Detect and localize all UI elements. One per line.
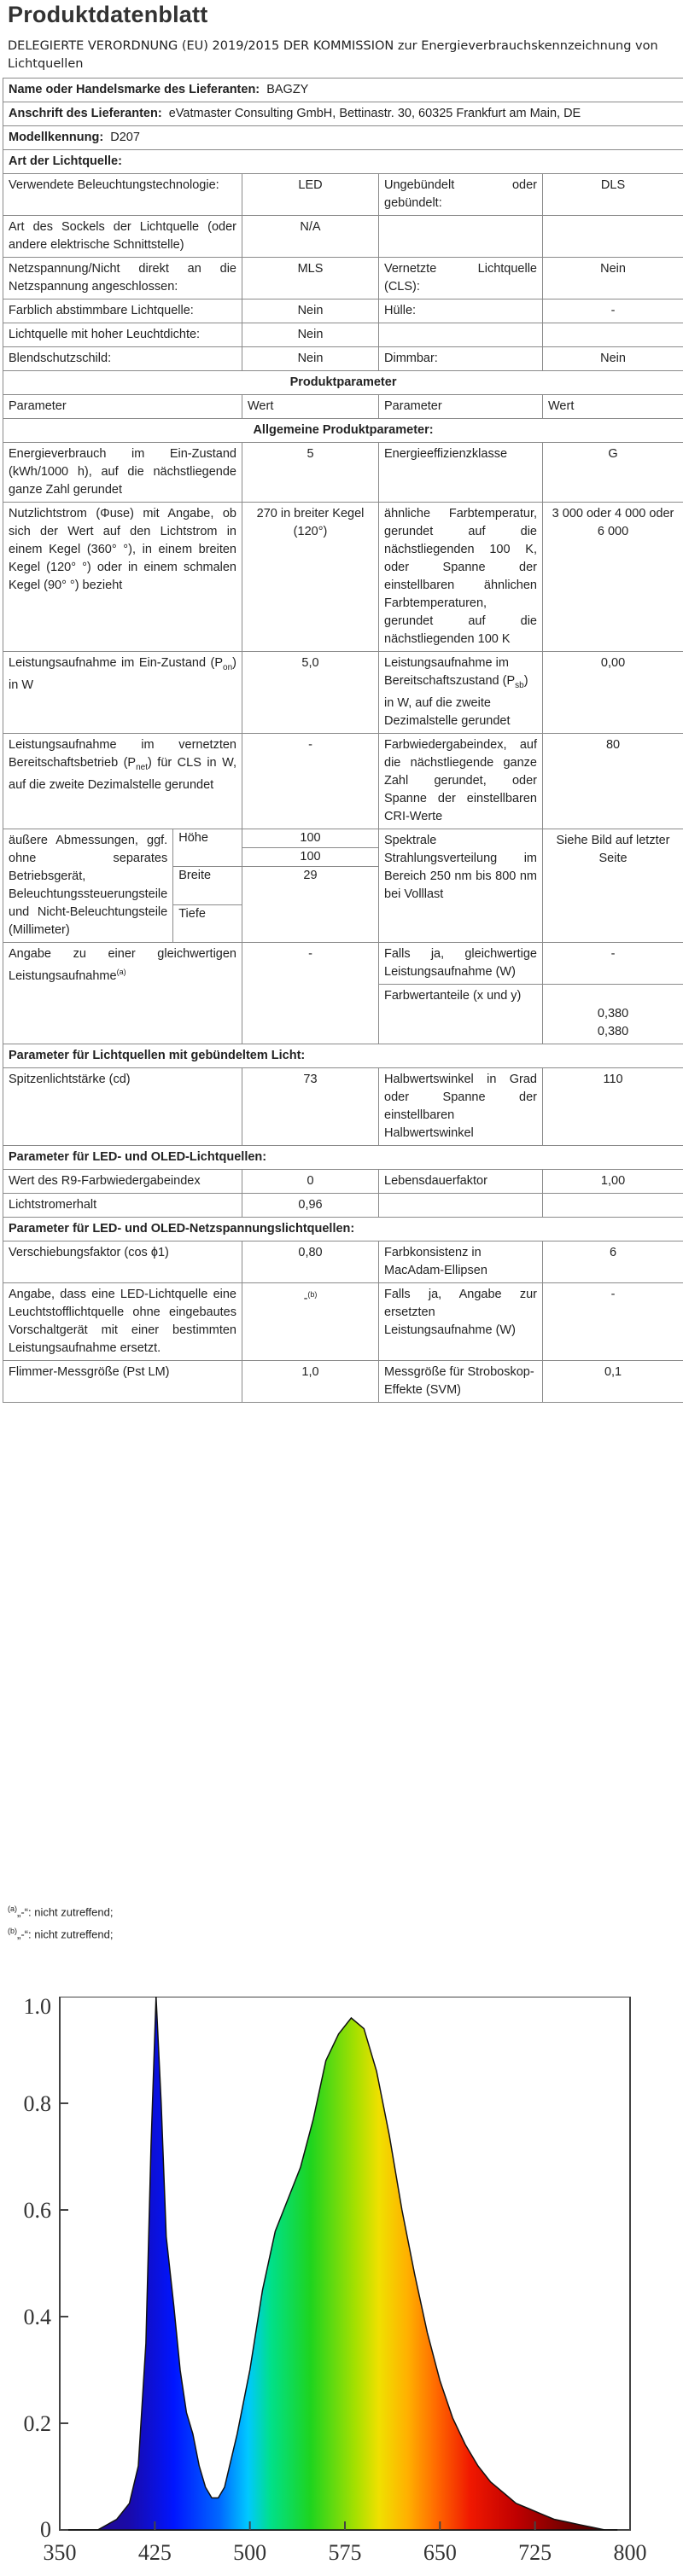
luminous-flux-value: 270 in breiter Kegel (120°) — [242, 503, 379, 652]
col-value: Wert — [543, 395, 683, 419]
led-heading: Parameter für LED- und OLED-Lichtquellen: — [3, 1145, 683, 1169]
power-standby-label: Leistungsaufnahme im Bereitschaftszustand $(P_{sb})$ in W, auf die zweite Dezimalstelle gerundet — [379, 652, 543, 734]
type-label: Ungebündelt oder gebündelt: — [379, 174, 543, 216]
type-label: Farblich abstimmbare Lichtquelle: — [3, 299, 242, 323]
type-value: - — [543, 299, 683, 323]
peak-value: 73 — [242, 1067, 379, 1145]
energy-consumption-label: Energieverbrauch im Ein-Zustand (kWh/1000 h), auf die nächstliegende ganze Zahl gerundet — [3, 443, 242, 503]
type-label: Vernetzte Lichtquelle (CLS): — [379, 258, 543, 299]
type-label: Lichtquelle mit hoher Leuchtdichte: — [3, 323, 242, 347]
x-tick-label: 500 — [233, 2540, 266, 2565]
spectrum-chart — [0, 1997, 683, 2573]
table-row — [3, 1282, 683, 1360]
type-label: Verwendete Beleuchtungstechnologie: — [3, 174, 242, 216]
flicker-value: 1,0 — [242, 1360, 379, 1402]
type-value: Nein — [242, 323, 379, 347]
supplier-address-label: Anschrift des Lieferanten: — [9, 107, 162, 120]
beam-value: 110 — [543, 1067, 683, 1145]
type-value: Nein — [543, 258, 683, 299]
chromaticity-value — [543, 984, 683, 1044]
y-tick-label: 1.0 — [24, 1997, 52, 2019]
maintenance-label: Lichtstromerhalt — [3, 1193, 242, 1217]
energy-consumption-value: 5 — [242, 443, 379, 503]
table-row — [3, 1169, 683, 1193]
type-label: Hülle: — [379, 299, 543, 323]
table-row — [3, 299, 683, 323]
table-row — [3, 652, 683, 734]
stroboscopic-label: Messgröße für Stroboskop-Effekte (SVM) — [379, 1360, 543, 1402]
table-row — [3, 1360, 683, 1402]
x-tick-label: 650 — [423, 2540, 457, 2565]
footnote-b: $^{(b)}$„-“: nicht zutreffend; — [8, 1922, 113, 1944]
power-on-label: Leistungsaufnahme im Ein-Zustand $(P_{on})$ in W — [3, 652, 242, 734]
dimension-depth-name: Tiefe — [173, 904, 242, 942]
directional-heading: Parameter für Lichtquellen mit gebündeltem Licht: — [3, 1044, 683, 1067]
equivalent-power-value: - — [242, 942, 379, 1044]
luminous-flux-label: Nutzlichtstrom (Φuse) mit Angabe, ob sich der Wert auf den Lichtstrom in einem Kegel (360° °), in einem breiten Kegel (120° °) oder in einem schmalen Kegel (90° °) bezieht — [3, 503, 242, 652]
product-params-heading: Produktparameter — [3, 371, 683, 395]
dimension-width-value: 100 — [242, 848, 378, 867]
lifetime-label: Lebensdauerfaktor — [379, 1169, 543, 1193]
table-row — [3, 733, 683, 829]
dimensions-values-cell — [242, 829, 379, 942]
maintenance-value: 0,96 — [242, 1193, 379, 1217]
empty-cell — [543, 323, 683, 347]
type-value: Nein — [543, 347, 683, 371]
r9-label: Wert des R9-Farbwiedergabeindex — [3, 1169, 242, 1193]
general-params-heading: Allgemeine Produktparameter: — [3, 419, 683, 443]
x-tick-label: 425 — [138, 2540, 172, 2565]
cct-value: 3 000 oder 4 000 oder 6 000 — [543, 503, 683, 652]
page-title: Produktdatenblatt — [8, 2, 207, 28]
regulation-text: DELEGIERTE VERORDNUNG (EU) 2019/2015 DER KOMMISSION zur Energieverbrauchskennzeichnung von Lichtquellen — [8, 38, 665, 73]
table-row — [3, 1067, 683, 1145]
stroboscopic-value: 0,1 — [543, 1360, 683, 1402]
power-on-value: 5,0 — [242, 652, 379, 734]
replace-label: Angabe, dass eine LED-Lichtquelle eine Leuchtstofflichtquelle ohne eingebautes Vorschaltgerät mit einer bestimmten Leistungsaufnahme ersetzt. — [3, 1282, 242, 1360]
type-label: Netzspannung/Nicht direkt an die Netzspannung angeschlossen: — [3, 258, 242, 299]
cri-value: 80 — [543, 733, 683, 829]
empty-cell — [543, 1193, 683, 1217]
supplier-name-label: Name oder Handelsmarke des Lieferanten: — [9, 83, 260, 96]
shift-value: 0,80 — [242, 1241, 379, 1282]
power-standby-value: 0,00 — [543, 652, 683, 734]
table-row — [3, 503, 683, 652]
consistency-label: Farbkonsistenz in MacAdam-Ellipsen — [379, 1241, 543, 1282]
type-value: LED — [242, 174, 379, 216]
x-tick-label: 725 — [518, 2540, 552, 2565]
replace-yes-label: Falls ja, Angabe zur ersetzten Leistungsaufnahme (W) — [379, 1282, 543, 1360]
supplier-address-row — [3, 102, 683, 126]
type-value: Nein — [242, 299, 379, 323]
dimensions-label: äußere Abmessungen, ggf. ohne separates Betriebsgerät, Beleuchtungssteuerungsteile und Nicht-Beleuchtungsteile (Millimeter) — [3, 829, 173, 942]
table-row — [3, 323, 683, 347]
model-label: Modellkennung: — [9, 131, 103, 144]
consistency-value: 6 — [543, 1241, 683, 1282]
col-param: Parameter — [3, 395, 242, 419]
type-value: Nein — [242, 347, 379, 371]
table-row — [3, 1193, 683, 1217]
empty-cell — [379, 1193, 543, 1217]
r9-value: 0 — [242, 1169, 379, 1193]
equivalent-power-label: Angabe zu einer gleichwertigen Leistungsaufnahme$^{(a)}$ — [3, 942, 242, 1044]
x-tick-label: 575 — [329, 2540, 362, 2565]
type-label: Dimmbar: — [379, 347, 543, 371]
type-value: MLS — [242, 258, 379, 299]
equivalent-yes-value: - — [543, 942, 683, 984]
supplier-name-value: BAGZY — [266, 83, 308, 96]
y-tick-label: 0.4 — [24, 2305, 52, 2329]
chromaticity-label: Farbwertanteile (x und y) — [379, 984, 543, 1044]
x-tick-label: 350 — [44, 2540, 77, 2565]
type-value: DLS — [543, 174, 683, 216]
table-row — [3, 347, 683, 371]
col-param: Parameter — [379, 395, 543, 419]
table-row — [3, 216, 683, 258]
table-row — [3, 174, 683, 216]
table-row — [3, 942, 683, 984]
spectrum-area — [60, 1997, 617, 2530]
peak-label: Spitzenlichtstärke (cd) — [3, 1067, 242, 1145]
empty-cell — [379, 323, 543, 347]
footnotes — [8, 1899, 113, 1945]
lifetime-value: 1,00 — [543, 1169, 683, 1193]
flicker-label: Flimmer-Messgröße (Pst LM) — [3, 1360, 242, 1402]
replace-value: -$^{(b)}$ — [242, 1282, 379, 1360]
spectrum-chart-svg — [0, 1997, 683, 2573]
energy-class-label: Energieeffizienzklasse — [379, 443, 543, 503]
chromaticity-y: 0,380 — [548, 1023, 678, 1041]
led-mains-heading: Parameter für LED- und OLED-Netzspannungslichtquellen: — [3, 1217, 683, 1241]
supplier-address-value: eVatmaster Consulting GmbH, Bettinastr. 30, 60325 Frankfurt am Main, DE — [169, 107, 581, 120]
col-value: Wert — [242, 395, 379, 419]
y-tick-label: 0 — [40, 2517, 51, 2542]
dimension-width-name: Breite — [173, 867, 242, 905]
table-row — [3, 258, 683, 299]
dimensions-cell — [3, 829, 242, 942]
spectral-value: Siehe Bild auf letzter Seite — [543, 829, 683, 942]
model-value: D207 — [110, 131, 140, 144]
y-tick-label: 0.8 — [24, 2091, 52, 2116]
power-net-label: Leistungsaufnahme im vernetzten Bereitschaftsbetrieb $(P_{net})$ für CLS in W, auf die zweite Dezimalstelle gerundet — [3, 733, 242, 829]
equivalent-yes-label: Falls ja, gleichwertige Leistungsaufnahme (W) — [379, 942, 543, 984]
footnote-a: $^{(a)}$„-“: nicht zutreffend; — [8, 1899, 113, 1922]
datasheet-table — [3, 78, 683, 1403]
replace-yes-value: - — [543, 1282, 683, 1360]
dimensions-table — [3, 829, 242, 942]
power-net-value: - — [242, 733, 379, 829]
dimension-depth-value: 29 — [242, 867, 378, 885]
cri-label: Farbwiedergabeindex, auf die nächstliegende ganze Zahl gerundet, oder Spanne der einstellbaren CRI-Werte — [379, 733, 543, 829]
model-row — [3, 126, 683, 150]
dimension-height-value: 100 — [242, 829, 378, 848]
table-row — [3, 829, 683, 942]
spectrum-area-layer — [60, 1997, 617, 2530]
shift-label: Verschiebungsfaktor (cos ϕ1) — [3, 1241, 242, 1282]
beam-label: Halbwertswinkel in Grad oder Spanne der einstellbaren Halbwertswinkel — [379, 1067, 543, 1145]
type-label: Blendschutzschild: — [3, 347, 242, 371]
supplier-name-row — [3, 79, 683, 102]
column-header-row — [3, 395, 683, 419]
table-row — [3, 1241, 683, 1282]
y-tick-label: 0.2 — [24, 2411, 52, 2436]
cct-label: ähnliche Farbtemperatur, gerundet auf die nächstliegenden 100 K, oder Spanne der einstellbaren ähnlichen Farbtemperaturen, gerundet auf die nächstliegenden 100 K — [379, 503, 543, 652]
chromaticity-x: 0,380 — [548, 1005, 678, 1023]
empty-cell — [379, 216, 543, 258]
type-section-heading: Art der Lichtquelle: — [3, 150, 683, 174]
energy-class-value: G — [543, 443, 683, 503]
type-value: N/A — [242, 216, 379, 258]
type-label: Art des Sockels der Lichtquelle (oder andere elektrische Schnittstelle) — [3, 216, 242, 258]
x-tick-label: 800 — [614, 2540, 647, 2565]
table-row — [3, 443, 683, 503]
empty-cell — [543, 216, 683, 258]
dimension-height-name: Höhe — [173, 829, 242, 867]
spectral-label: Spektrale Strahlungsverteilung im Bereich 250 nm bis 800 nm bei Volllast — [379, 829, 543, 942]
y-tick-label: 0.6 — [24, 2198, 52, 2223]
